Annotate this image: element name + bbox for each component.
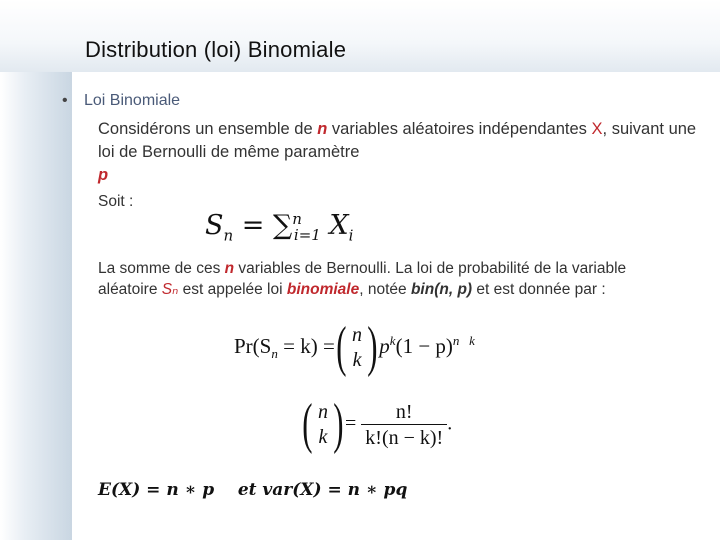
sum-lhs: S	[205, 210, 224, 241]
sum-term-sub: i	[348, 226, 354, 245]
intro-text-2: variables aléatoires indépendantes	[327, 120, 592, 138]
binomial-def-eq: =	[340, 412, 362, 435]
sum-upper: n	[292, 210, 302, 228]
pr-p: p	[379, 333, 390, 358]
sum-sigma: = ∑	[233, 210, 293, 241]
desc-n: n	[224, 260, 235, 277]
pr-lhs-end: = k) =	[277, 333, 341, 358]
desc-text-4: , notée	[359, 281, 411, 298]
bullet-item	[62, 92, 180, 110]
binomial-coefficient	[336, 316, 378, 378]
right-paren: )	[367, 316, 378, 378]
intro-text-3: , suivant une loi de Bernoulli de même paramètre	[98, 120, 697, 161]
desc-notation: bin(n, p)	[410, 281, 473, 298]
probability-formula	[234, 316, 475, 378]
desc-text-3: est appelée loi	[178, 281, 287, 298]
binomial-def-top: n	[318, 401, 328, 423]
right-paren: )	[333, 393, 344, 455]
binomial-def-bottom: k	[318, 426, 328, 448]
pr-mid: (1 − p)	[395, 333, 453, 358]
sum-formula	[205, 210, 353, 244]
pr-p-exp: k	[389, 332, 396, 348]
intro-X: X	[591, 120, 603, 138]
intro-p: p	[98, 166, 109, 184]
pr-lhs: Pr(S	[234, 333, 272, 358]
fraction-denominator: k!(n − k)!	[361, 424, 447, 450]
fraction-numerator: n!	[395, 400, 413, 423]
pr-lhs-sub: n	[271, 346, 278, 361]
left-paren: (	[302, 393, 313, 455]
sum-lhs-sub: n	[223, 226, 234, 245]
soit-label: Soit :	[98, 193, 134, 210]
intro-n: n	[317, 120, 328, 138]
binomial-definition	[302, 393, 453, 455]
desc-binomiale: binomiale	[286, 281, 360, 298]
moments-formula: E(X) = n ∗ p et var(X) = n ∗ pq	[98, 480, 408, 500]
binomial-bottom: k	[352, 349, 362, 371]
left-paren: (	[336, 316, 347, 378]
pr-q-exp: n k	[452, 332, 475, 348]
binomial-fraction	[361, 401, 447, 450]
binomial-coefficient-def	[302, 393, 344, 455]
binomial-def-stack	[318, 400, 328, 450]
intro-text-1: Considérons un ensemble de	[98, 120, 318, 138]
left-background-band	[0, 0, 72, 540]
binomial-stack	[352, 323, 362, 373]
desc-Sn: Sₙ	[161, 281, 179, 298]
desc-text-5: et est donnée par :	[472, 281, 606, 298]
binomial-def-dot: .	[447, 412, 453, 435]
binomial-top: n	[352, 324, 363, 346]
intro-paragraph	[98, 118, 698, 187]
bullet-label: Loi Binomiale	[84, 92, 181, 109]
description-paragraph	[98, 258, 658, 300]
desc-text-1: La somme de ces	[98, 260, 225, 277]
sum-term: X	[320, 210, 349, 241]
desc-text-2: variables de Bernoulli. La loi de probabilité de la variable aléatoire	[98, 260, 627, 298]
sum-lower: i=1	[293, 226, 321, 245]
bullet-symbol: •	[62, 92, 68, 109]
slide-title: Distribution (loi) Binomiale	[85, 37, 347, 62]
